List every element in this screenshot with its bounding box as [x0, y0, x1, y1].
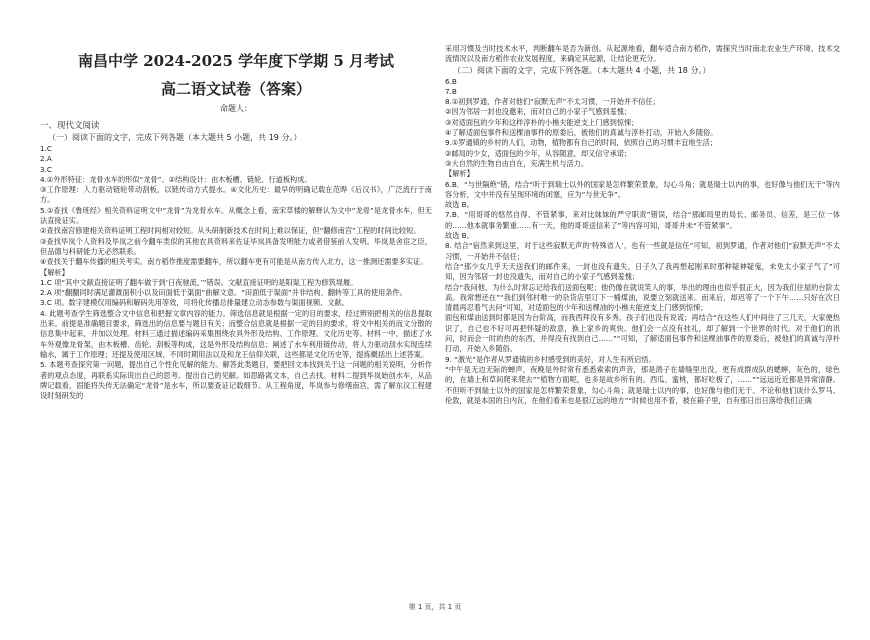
paragraph: ②因为邻居一封也没邀来，而对自己的小家子气感到羞愧；: [445, 107, 632, 117]
paragraph: 5.①查找《鲁班经》相关资料证明文中“龙骨”为龙骨水车。从概念上看，南宋草楼的解释认为文中“龙骨”是龙骨水车，但无法直接证实。: [40, 205, 432, 226]
paragraph: ②查找南宫修建相关资料证明工程时间相对较短。从头研制新技术在时间上难以保证，但“翻修南宫”工程的时间比较短。: [40, 226, 421, 236]
part-heading: （一）阅读下面的文字，完成下列各题（本大题共 5 小题，共 19 分。）: [48, 133, 302, 142]
exam-title: 南昌中学 2024-2025 学年度下学期 5 月考试: [77, 52, 395, 70]
paragraph: ③对适面包的少年和这样淳朴的小樵夫能逆支上门感到惊悚；: [445, 117, 639, 127]
paragraph: 结合“我问他，为什么时常忘记给我们送面包呢；他仍像在就说笑人的事，举出的理由也似乎很正大，因为我们住屋的台阶太高。我常想还在”“我们到邻村唯一的杂货店里订下一桶煤油，说要立刻就送来。而来后，却迟等了一个下午……只好在次日清晨再忍着气去问”可知，对适面包的少年和送棵油的小樵夫能逆支上门感到惊悚；: [445, 282, 840, 313]
answer-line: 故选 B。: [445, 200, 474, 210]
section-heading: 一、现代文阅读: [40, 121, 100, 131]
analysis-label: 【解析】: [445, 169, 474, 179]
paragraph: ③大自然的生物自由自在，充满生机与活力。: [445, 158, 589, 168]
page-footer: 第 1 页，共 1 页: [408, 603, 462, 611]
paragraph: ②邮局的少女，适面包的少年，从容随意，却又信守承诺；: [445, 148, 632, 158]
proposer-label: 命题人：: [220, 104, 252, 113]
paragraph: 结合“那少女几乎天天送我们的邮件来，一封也没有遗失，日子久了我再想起刚来时那种疑神疑鬼，未免太小家子气了”可知，因为邻居一封也没遗失，而对自己的小家子气感到羞愧；: [445, 261, 840, 282]
paragraph: 5. 本题考查探究第一问题，提出自己个性化见解的能力。解答此类题目，要把回文本找到关于这一问题的相关说明，分析作者的观点态度，再联系实际说出自己的思考。提出自己的见解。如思路离文本，自己去找。材料二提到毕岚始创水车，从品牌记载看，固能将失传无法确定“龙骨”是水车，所以要查证记载细节。从工程角度，毕岚参与修缮南宫，需了解东汉工程建设时刻研发的: [40, 360, 432, 401]
paragraph: ③工作原理：人力驱动链轮带动刮板，以链传动方式提水。④文化历史：最早的明确记载在范晔《后汉书》，广泛流行于南方。: [40, 185, 432, 205]
paragraph: “中午是无边无际的蝉声，夜晚是外时常有悉悉索索的声音，那是鸽子在墙缝里出没，更有成群成队的蟋蟀，灰色的，绿色的，在墙上和草间爬来爬去”“植物方面呢，也多是故乡所有的。西瓜、蜜桃，都好吃极了，……”“远远近近都是异常清静。不但听不到瑞士以外的国家是怎样繁荣景象，勾心斗角；就是瑞士以内的事，也好像与他们无干。不论和他们谈什么罗马、伦敦，就是本国的日内瓦，在他们看来也是很辽远的地方”“时候也用不着，被在箱子里，自有那日出日落给我们正确: [445, 364, 840, 405]
answer-line: 7.B: [445, 86, 457, 96]
answer-line: 3.C: [40, 164, 52, 174]
paragraph: 面包和煤油送到时都是因为台阶高，而我西拜没有多秀。孩子们也没有说谎；再结合“在这些人们中间住了三几天，大家便热识了，自己也不好可再把怀疑的敌意，换上家乡的爽快。他们会一点没有挂礼，却了解到一个世界的时代。对于他们的讯问，时而会一时的热的东西，并得没有找到自己……”“可知，了解适面包事件和送棵油事件的原委后，被他们的真诚与淳朴打动，开始入乡随俗。: [445, 313, 840, 354]
part-heading: （二）阅读下面的文字，完成下列各题。（本大题共 4 小题，共 18 分。）: [453, 65, 711, 75]
paragraph: 3.C 项。数字建模仅用编码和解码先用等效，可将化传播总排量建立动态参数与渠面视频、文献。: [40, 298, 349, 308]
left-column: [40, 0, 432, 596]
paragraph: ③查找毕岚个人资料及毕岚之前今翻车类似的其他农具资料来佐证毕岚具备发明能力或者借鉴前人发明。毕岚是舍宦之臣，但品德与科研能力无必然联系。: [40, 236, 432, 256]
paragraph: ④查找关于翻车传播的相关考实。南方稻作推度需要翻车，所以翻车更有可能是从南方传入北方，这一推测还需要多实证。: [40, 257, 428, 267]
paragraph: 9.①罗通镇的乡村的人们，动物，植物都有自己的时间，依照自己的习惯丰宜地生活；: [445, 138, 718, 148]
paragraph: 8. 结合“宿然来到这里，对于这些寂默无声的‘特殊省人’，也有一些就是信任”可知，初到罗通，作者对他们“寂默无声”不太习惯，一开始并不信任；: [445, 241, 840, 261]
answer-line: 故选 B。: [445, 231, 474, 241]
analysis-label: 【解析】: [40, 267, 69, 277]
paragraph: 采用习惯及当时技术水平，判断翻车是否为新创。从起源地看，翻车适合南方稻作，需探究当时南北农业生产环境、技术交流情况以及南方稻作农业发展程度，来确定其起源，让结论更充分。: [445, 44, 840, 64]
paragraph: 8.①初到罗通，作者对他们“寂默无声”不太习惯，一开始并不信任；: [445, 97, 660, 107]
paragraph: 9. “激光”是作者从罗通镇的乡村感受到的美好，对人生有所启悟。: [445, 354, 656, 364]
right-column: [445, 44, 840, 640]
answer-line: 1.C: [40, 144, 52, 153]
paragraph: ④了解适面包事件和送棵油事件的原委后，被他们的真诚与淳朴打动，开始入乡随俗。: [445, 128, 718, 138]
answer-line: 6.B: [445, 76, 457, 86]
paragraph: 4. 此题考查学生筛选整合文中信息和把握文章内容的能力。筛选信息就是根据一定的目的要求，经过辨别把相关的信息提取出来。前提是准确题目要求，筛选出的信息要与题目有关；而整合信息就是根据一定的目的要求，将文中相关的而文分散的信息集中起来，并加以处理。材料三通过描述编码采集围绕农具外形及结构、工作原理、文化历史等。材料一中，描述了水车外观像龙骨架，由木板槽、齿轮、刮板等构成，这是外形及结构信息；阐述了水车利用链传动，将人力驱动刮水实现连续输水，属于工作原理；还提及使用区域、不同时期用法以及和龙王信仰关联，这些都是文化历史等，提炼概括出上述答案。: [40, 308, 432, 359]
paragraph: 7.B．“用哥哥的悠然自得、不管紧事，来对比妹妹的严守职责”错误，结合“那邮局里的局长、邮务员、信差，是三位一体的……他本就事务繁重……有一天，他的哥哥送信来了”等内容可知，哥哥并未“不管紧事”。: [445, 210, 840, 230]
answer-line: 2.A: [40, 154, 52, 164]
exam-subtitle: 高二语文试卷（答案）: [160, 80, 311, 98]
paragraph: 6.B．“与世隔绝”错，结合“听于到瑞士以外的国家是怎样繁荣景象，勾心斗角；就是瑞士以内的事，也好像与他们无干”等内容分析，文中并没有呈现环境的闭塞，应为“与世无争”。: [445, 179, 840, 199]
paragraph: 1.C 项“其中文献直接证明了翻车做于到‘日夜驰流，’”错误。文献直接证明的是阳渠工程为修筑堤堰。: [40, 277, 358, 287]
paragraph: 2.A 项“翻翻同时满足灌溉面积小以及田面低于渠面”曲解文意。“田面低于渠面”并非结构、翻转等工具的使用条件。: [40, 288, 407, 298]
paragraph: 4.①外形特征：龙骨水车的形似“龙骨”。②结构设计：由木板槽、链轮、行道板构成。: [40, 174, 312, 184]
